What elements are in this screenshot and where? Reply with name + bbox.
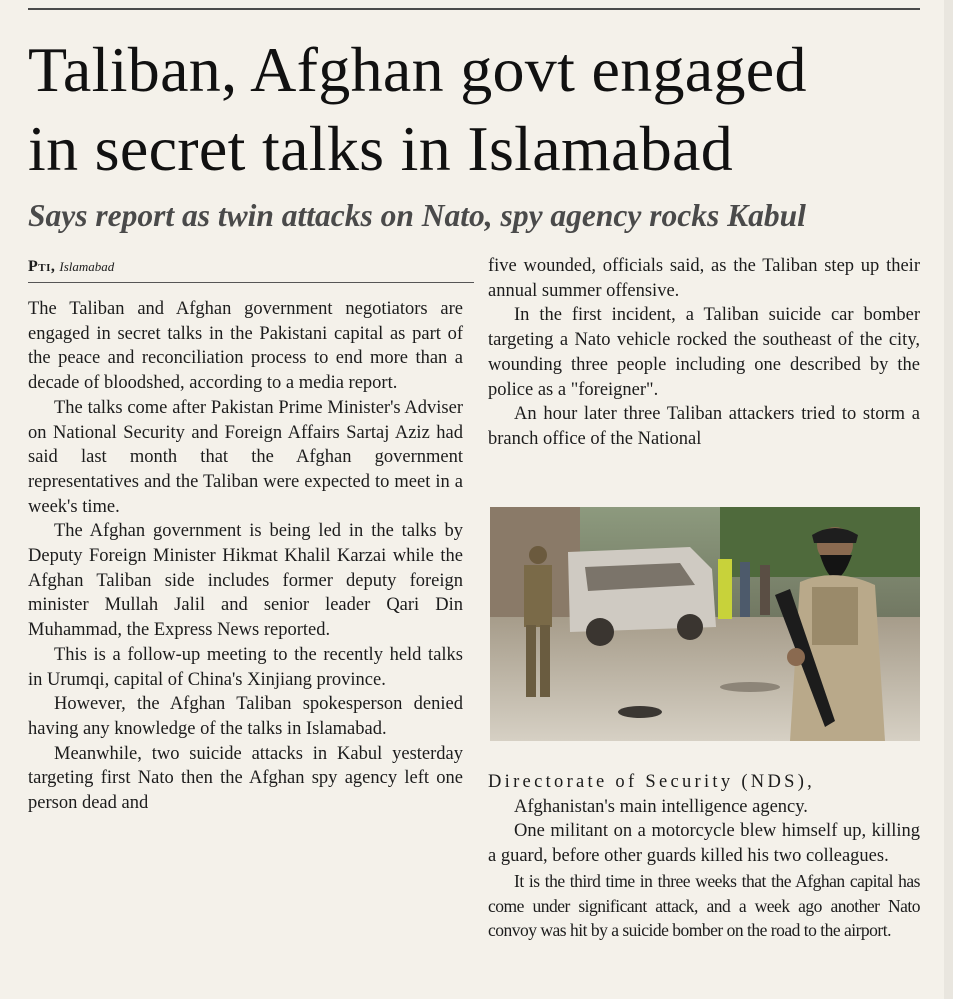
paragraph: The Taliban and Afghan government negotiators are engaged in secret talks in the Pakistani capital as part of the peace and reconciliation process to end more than a decade of bloodshed, according to a media report. bbox=[28, 299, 463, 394]
paragraph: However, the Afghan Taliban spokesperson denied having any knowledge of the talks in Islamabad. bbox=[28, 694, 463, 739]
byline-place: Islamabad bbox=[59, 259, 115, 274]
paragraph: five wounded, officials said, as the Taliban step up their annual summer offensive. bbox=[488, 256, 920, 301]
paragraph: An hour later three Taliban attackers tried to storm a branch office of the National bbox=[488, 404, 920, 449]
headline-line-1: Taliban, Afghan govt engaged bbox=[28, 34, 807, 105]
paragraph: This is a follow-up meeting to the recently held talks in Urumqi, capital of China's Xinjiang province. bbox=[28, 644, 463, 690]
article-column-right-bottom bbox=[488, 770, 920, 943]
top-rule bbox=[28, 8, 920, 10]
paragraph: One militant on a motorcycle blew himself up, killing a guard, before other guards killed his two colleagues. bbox=[488, 821, 920, 867]
news-photo bbox=[490, 507, 920, 741]
paragraph: Directorate of Security (NDS), bbox=[488, 772, 816, 792]
article-column-left bbox=[28, 297, 463, 816]
subheadline: Says report as twin attacks on Nato, spy agency rocks Kabul bbox=[28, 198, 806, 233]
paragraph: Afghanistan's main intelligence agency. bbox=[514, 796, 808, 817]
byline-rule bbox=[28, 282, 474, 283]
paragraph: Meanwhile, two suicide attacks in Kabul yesterday targeting first Nato then the Afghan spy agency left one person dead and bbox=[28, 743, 463, 814]
headline bbox=[28, 30, 928, 188]
paragraph: It is the third time in three weeks that the Afghan capital has come under significant attack, and a week ago another Nato convoy was hit by a suicide bomber on the road to the airport. bbox=[488, 870, 920, 941]
byline-agency: Pti, bbox=[28, 258, 56, 275]
page-edge bbox=[944, 0, 953, 999]
headline-line-2: in secret talks in Islamabad bbox=[28, 113, 734, 184]
paragraph: In the first incident, a Taliban suicide car bomber targeting a Nato vehicle rocked the southeast of the city, wounding three people including one described by the police as a "foreigner". bbox=[488, 305, 920, 400]
paragraph: The talks come after Pakistan Prime Minister's Adviser on National Security and Foreign Affairs Sartaj Aziz had said last month that the Afghan government representatives and the Taliban were expected to meet in a week's time. bbox=[28, 397, 463, 517]
paragraph: The Afghan government is being led in the talks by Deputy Foreign Minister Hikmat Khalil Karzai while the Afghan Taliban side includes former deputy foreign minister Mullah Jalil and senior leader Qari Din Muhammad, the Express News reported. bbox=[28, 521, 463, 641]
article-column-right-top bbox=[488, 254, 920, 452]
photo-soldiers-attack-scene bbox=[490, 507, 920, 741]
byline bbox=[28, 256, 478, 278]
